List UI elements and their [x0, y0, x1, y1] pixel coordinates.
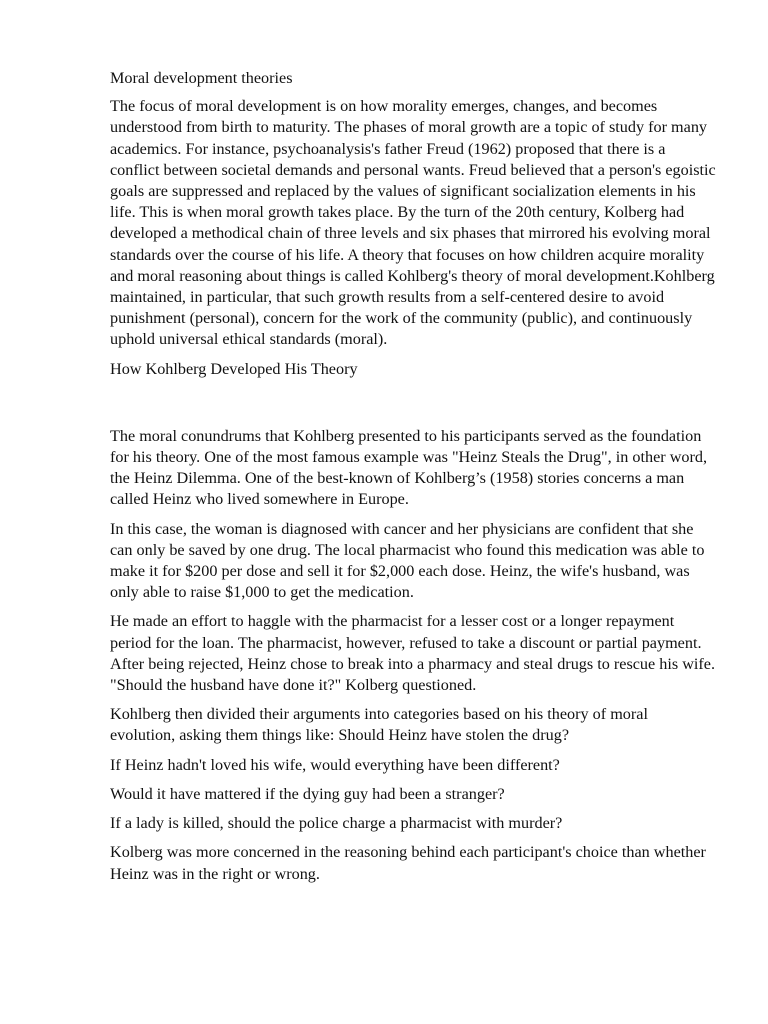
- document-page: [110, 68, 716, 893]
- intro-paragraph: The focus of moral development is on how morality emerges, changes, and becomes understood from birth to maturity. The phases of moral growth are a topic of study for many academics. For instance, psychoanalysis's father Freud (1962) proposed that there is a conflict between societal demands and personal wants. Freud believed that a person's egoistic goals are suppressed and replaced by the values of significant socialization elements in his life. This is when moral growth takes place. By the turn of the 20th century, Kolberg had developed a methodical chain of three levels and six phases that mirrored his evolving moral standards over the course of his life. A theory that focuses on how children acquire morality and moral reasoning about things is called Kohlberg's theory of moral development.Kohlberg maintained, in particular, that such growth results from a self-centered desire to avoid punishment (personal), concern for the work of the community (public), and continuously uphold universal ethical standards (moral).: [110, 97, 716, 349]
- paragraph-categories: Kohlberg then divided their arguments into categories based on his theory of moral evolution, asking them things like: Should Heinz have stolen the drug?: [110, 705, 648, 745]
- paragraph-heinz-dilemma: The moral conundrums that Kohlberg presented to his participants served as the foundation for his theory. One of the most famous example was "Heinz Steals the Drug", in other word, the Heinz Dilemma. One of the best-known of Kohlberg’s (1958) stories concerns a man called Heinz who lived somewhere in Europe.: [110, 426, 708, 509]
- paragraph-case: In this case, the woman is diagnosed with cancer and her physicians are confident that she can only be saved by one drug. The local pharmacist who found this medication was able to make it for $200 per dose and sell it for $2,000 each dose. Heinz, the wife's husband, was only able to raise $1,000 to get the medication.: [110, 519, 705, 602]
- section-heading: How Kohlberg Developed His Theory: [110, 359, 358, 378]
- paragraph-question-police: If a lady is killed, should the police charge a pharmacist with murder?: [110, 814, 563, 833]
- paragraph-reasoning: Kolberg was more concerned in the reasoning behind each participant's choice than whether Heinz was in the right or wrong.: [110, 843, 706, 883]
- document-title: Moral development theories: [110, 69, 293, 87]
- paragraph-question-love: If Heinz hadn't loved his wife, would everything have been different?: [110, 755, 560, 774]
- paragraph-haggle: He made an effort to haggle with the pharmacist for a lesser cost or a longer repayment period for the loan. The pharmacist, however, refused to take a discount or partial payment. After being rejected, Heinz chose to break into a pharmacy and steal drugs to rescue his wife. "Should the husband have done it?" Kolberg questioned.: [110, 612, 715, 695]
- paragraph-question-stranger: Would it have mattered if the dying guy had been a stranger?: [110, 784, 505, 803]
